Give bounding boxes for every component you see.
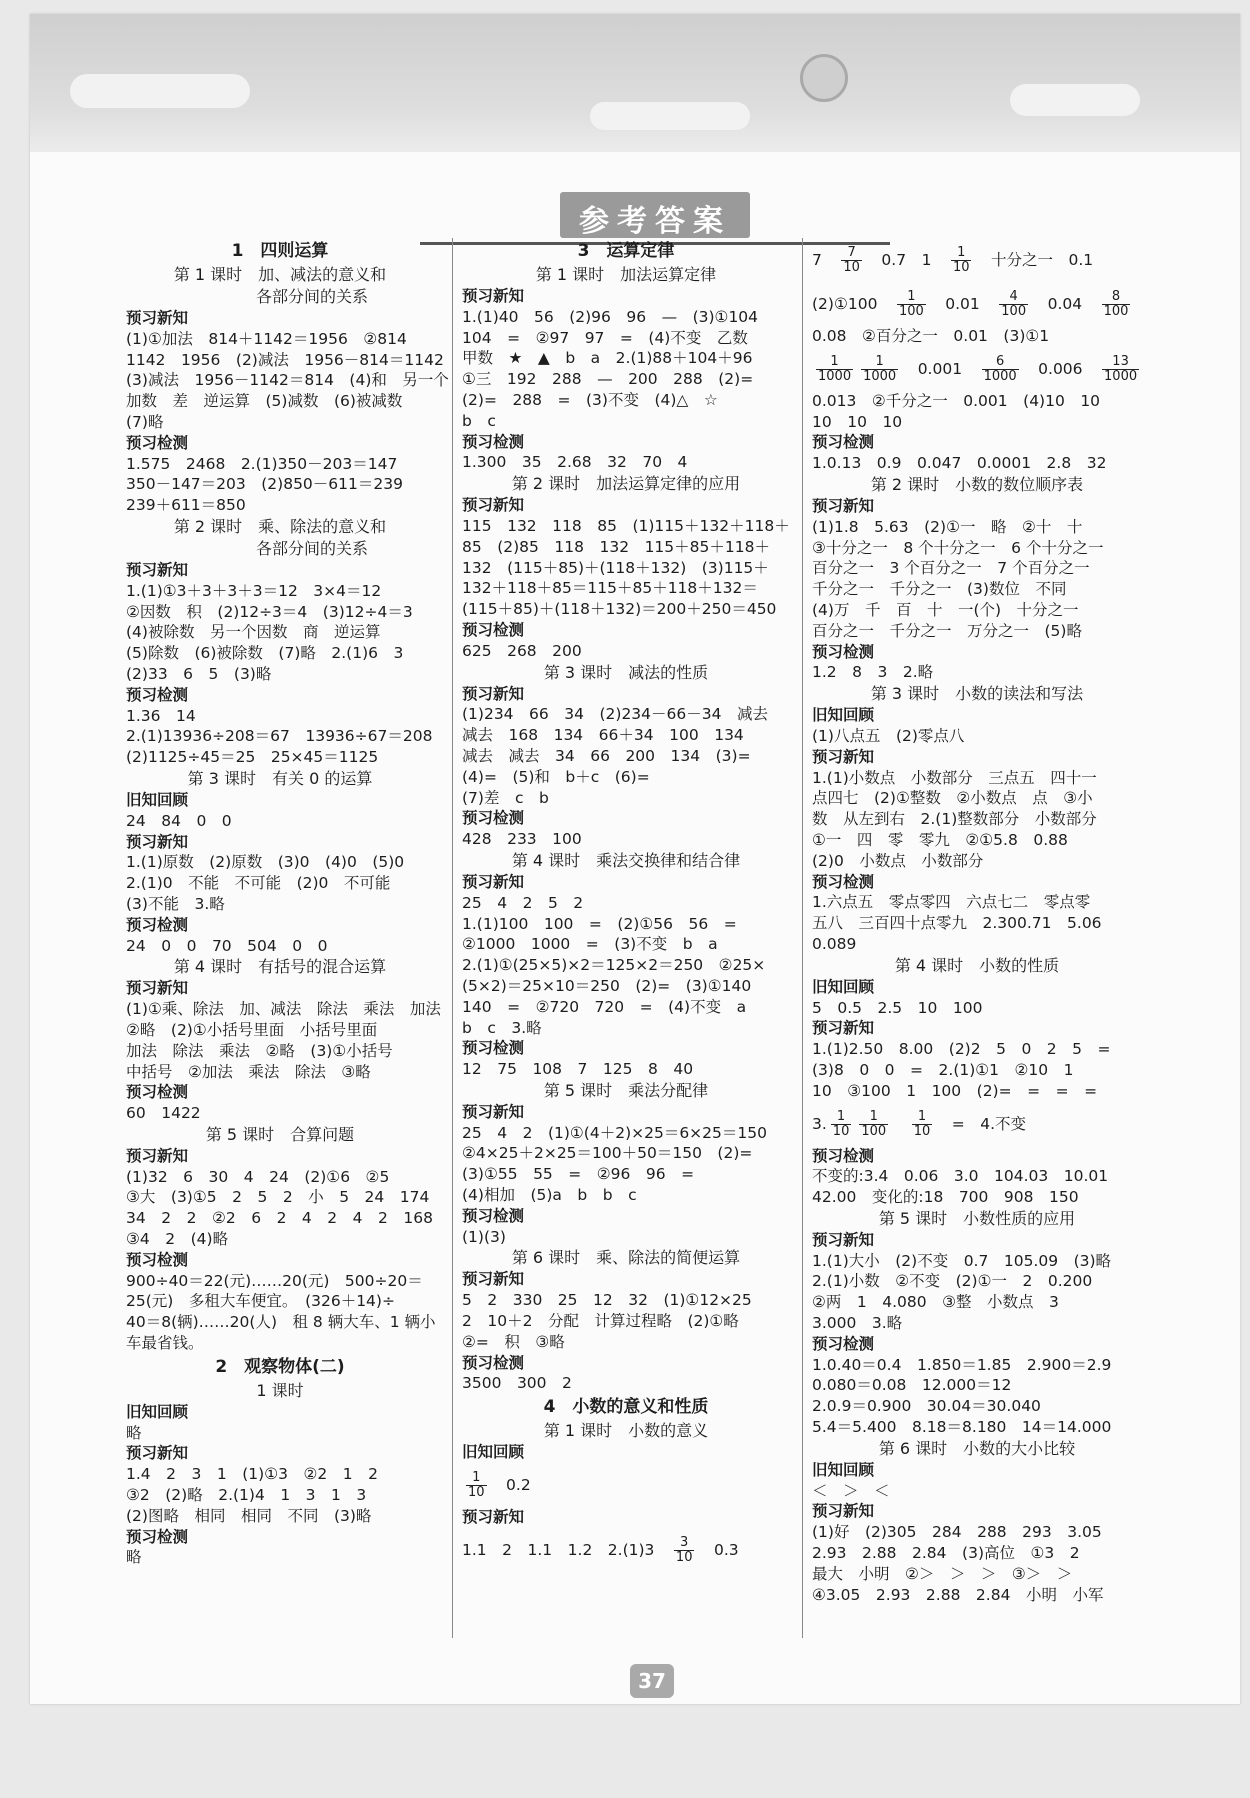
fraction — [999, 290, 1028, 319]
answer-line: (1)好 (2)305 284 288 293 3.05 — [812, 1523, 1102, 1542]
answer-line: 3500 300 2 — [462, 1374, 572, 1393]
answer-line: 10 10 10 — [812, 412, 903, 431]
fraction-numerator: 1 — [859, 1110, 888, 1125]
section-label: 旧知回顾 — [812, 706, 875, 725]
fraction-denominator: 10 — [468, 1485, 485, 1501]
section-label: 预习检测 — [462, 432, 525, 451]
fraction-numerator: 13 — [1102, 355, 1139, 370]
answer-line: 1.(1)100 100 = (2)①56 56 = — [462, 914, 737, 933]
lesson-heading: 第 2 课时 加法运算定律的应用 — [511, 474, 741, 494]
sun-icon — [800, 54, 848, 102]
answer-line: (1)①加法 814＋1142＝1956 ②814 — [126, 329, 407, 348]
answer-line: 350－147＝203 (2)850－611＝239 — [126, 475, 403, 494]
answer-line: 1.4 2 3 1 (1)①3 ②2 1 2 — [126, 1465, 378, 1484]
answer-line: 428 233 100 — [462, 830, 582, 849]
answer-line: ③2 (2)略 2.(1)4 1 3 1 3 — [126, 1486, 367, 1505]
answer-line: 85 (2)85 118 132 115＋85＋118＋ — [462, 537, 770, 556]
section-label: 预习新知 — [462, 496, 525, 515]
fraction-denominator: 10 — [832, 1123, 850, 1139]
fraction — [816, 355, 853, 384]
answer-line: 10 ③100 1 100 (2)= = = = — [812, 1081, 1098, 1100]
answer-line: (2)= 288 = (3)不变 (4)△ ☆ — [462, 390, 718, 409]
page-title: 参考答案 — [579, 204, 731, 239]
answer-line: 42.00 变化的:18 700 908 150 — [812, 1188, 1079, 1207]
section-label: 预习检测 — [812, 872, 875, 891]
fraction-denominator: 100 — [861, 1123, 887, 1139]
fraction-denominator: 100 — [1001, 304, 1027, 319]
fraction-denominator: 1000 — [863, 368, 897, 384]
answer-line: 0.013 ②千分之一 0.001 (4)10 10 — [812, 391, 1101, 410]
answer-line: ②略 (2)①小括号里面 小括号里面 — [126, 1020, 378, 1039]
answer-line: ①一 四 零 零九 ②①5.8 0.88 — [812, 830, 1068, 849]
answer-line: (1)八点五 (2)零点八 — [812, 726, 965, 745]
answer-line: ②= 积 ③略 — [462, 1332, 565, 1351]
section-label: 旧知回顾 — [126, 1402, 189, 1421]
fraction-numerator: 1 — [466, 1471, 487, 1486]
answer-line: (2)1125÷45＝25 25×45＝1125 — [126, 748, 379, 767]
answer-line: 115 132 118 85 (1)115＋132＋118＋ — [462, 516, 790, 535]
fraction-denominator: 100 — [898, 304, 924, 319]
answer-line: ②两 1 4.080 ③整 小数点 3 — [812, 1293, 1059, 1312]
answer-line: (1)32 6 30 4 24 (2)①6 ②5 — [126, 1167, 390, 1186]
answer-line: 2.93 2.88 2.84 (3)高位 ①3 2 — [812, 1544, 1080, 1563]
column-divider — [802, 238, 803, 1638]
lesson-heading: 第 2 课时 小数的数位顺序表 — [870, 474, 1084, 494]
answer-line: ②4×25＋2×25＝100＋50＝150 (2)= — [462, 1144, 753, 1163]
answer-line: 2.(1)①(25×5)×2＝125×2＝250 ②25× — [462, 956, 766, 975]
fraction-answer-line — [812, 1102, 1142, 1146]
answer-column-1 — [126, 238, 449, 1568]
answer-line: 数 从左到右 2.(1)整数部分 小数部分 — [812, 810, 1097, 829]
section-label: 预习新知 — [126, 1444, 189, 1463]
answer-line: (1)1.8 5.63 (2)①一 略 ②十 十 — [812, 517, 1083, 536]
fraction-denominator: 100 — [1103, 304, 1129, 319]
answer-line: b c — [462, 411, 496, 430]
lesson-heading: 第 1 课时 加法运算定律 — [535, 265, 717, 284]
answer-line: 12 75 108 7 125 8 40 — [462, 1060, 694, 1079]
answer-line: 25 4 2 5 2 — [462, 893, 584, 912]
fraction — [831, 1110, 852, 1139]
answer-line: 2.0.9＝0.900 30.04＝30.040 — [812, 1397, 1041, 1416]
answer-text: 0.04 — [1032, 295, 1098, 313]
answer-line: 140 = ②720 720 = (4)不变 a — [462, 997, 747, 1016]
lesson-heading: 各部分间的关系 — [191, 287, 368, 306]
section-label: 预习检测 — [462, 1206, 525, 1225]
fraction — [861, 355, 898, 384]
answer-line: 1.2 8 3 2.略 — [812, 663, 934, 682]
answer-text: 0.3 — [698, 1540, 739, 1559]
answer-line: 24 84 0 0 — [126, 811, 232, 830]
fraction-numerator: 1 — [816, 355, 853, 370]
answer-line: 625 268 200 — [462, 641, 582, 660]
fraction — [951, 246, 972, 275]
fraction-denominator: 1000 — [1104, 368, 1138, 384]
answer-line: ②因数 积 (2)12÷3＝4 (3)12÷4＝3 — [126, 602, 413, 621]
answer-line: ③十分之一 8 个十分之一 6 个十分之一 — [812, 538, 1104, 557]
fraction-answer-line — [462, 1463, 790, 1507]
answer-line: (3)8 0 0 = 2.(1)①1 ②10 1 — [812, 1060, 1074, 1079]
section-label: 预习检测 — [462, 620, 525, 639]
section-label: 预习检测 — [812, 642, 875, 661]
answer-line: 60 1422 — [126, 1104, 201, 1123]
section-label: 预习检测 — [812, 1146, 875, 1165]
answer-line: 1.575 2468 2.(1)350－203＝147 — [126, 454, 398, 473]
answer-line: (1)①乘、除法 加、减法 除法 乘法 加法 — [126, 1000, 441, 1019]
answer-text: 0.006 — [1022, 359, 1099, 378]
answer-line: 2.(1)小数 ②不变 (2)①一 2 0.200 — [812, 1272, 1093, 1291]
answer-line: 0.080＝0.08 12.000＝12 — [812, 1376, 1012, 1395]
lesson-heading: 第 2 课时 乘、除法的意义和 — [173, 516, 387, 536]
answer-text: 3. — [812, 1114, 827, 1133]
section-label: 预习检测 — [812, 433, 875, 452]
answer-line: (4)相加 (5)a b b c — [462, 1186, 637, 1205]
fraction — [841, 246, 862, 275]
answer-line: 1.0.13 0.9 0.047 0.0001 2.8 32 — [812, 454, 1107, 473]
answer-line: (1)234 66 34 (2)234－66－34 减去 — [462, 705, 768, 724]
fraction — [1102, 290, 1131, 319]
answer-line: ④3.05 2.93 2.88 2.84 小明 小军 — [812, 1585, 1104, 1604]
section-label: 旧知回顾 — [462, 1443, 525, 1462]
fraction-numerator: 6 — [982, 355, 1019, 370]
section-label: 旧知回顾 — [812, 977, 875, 996]
answer-line: 104 = ②97 97 = (4)不变 乙数 — [462, 328, 748, 347]
section-label: 预习检测 — [812, 1334, 875, 1353]
answer-line: 五八 三百四十点零九 2.300.71 5.06 — [812, 914, 1102, 933]
section-label: 旧知回顾 — [812, 1460, 875, 1479]
answer-line: (4)被除数 另一个因数 商 逆运算 — [126, 623, 381, 642]
answer-line: 34 2 2 ②2 6 2 4 2 4 2 168 — [126, 1209, 433, 1228]
section-label: 预习新知 — [126, 560, 189, 579]
fraction — [912, 1110, 933, 1139]
section-label: 预习检测 — [462, 1039, 525, 1058]
answer-line: 点四七 (2)①整数 ②小数点 点 ③小 — [812, 789, 1093, 808]
answer-line: 5 0.5 2.5 10 100 — [812, 998, 983, 1017]
lesson-heading: 第 5 课时 合算问题 — [205, 1124, 355, 1144]
section-label: 旧知回顾 — [126, 790, 189, 809]
answer-line: 1142 1956 (2)减法 1956－814＝1142 — [126, 350, 444, 369]
section-label: 预习新知 — [812, 747, 875, 766]
answer-line: 减去 168 134 66＋34 100 134 — [462, 726, 744, 745]
answer-line: (5×2)＝25×10＝250 (2)= (3)①140 — [462, 976, 752, 995]
answer-line: ③大 (3)①5 2 5 2 小 5 24 174 — [126, 1188, 430, 1207]
section-label: 预习检测 — [126, 915, 189, 934]
answer-line: 2.(1)13936÷208＝67 13936÷67＝208 — [126, 727, 433, 746]
fraction — [1102, 355, 1139, 384]
answer-line: 1.(1)小数点 小数部分 三点五 四十一 — [812, 768, 1097, 787]
answer-line: (7)略 — [126, 412, 164, 431]
fraction-numerator: 1 — [897, 290, 926, 305]
fraction-denominator: 1000 — [818, 368, 852, 384]
fraction-answer-line — [812, 347, 1142, 391]
answer-line: 900÷40＝22(元)……20(元) 500÷20＝ — [126, 1271, 423, 1290]
answer-line: (5)除数 (6)被除数 (7)略 2.(1)6 3 — [126, 644, 404, 663]
answer-line: 5.4＝5.400 8.18＝8.180 14＝14.000 — [812, 1418, 1112, 1437]
fraction-denominator: 1000 — [983, 368, 1017, 384]
answer-line: 1.300 35 2.68 32 70 4 — [462, 453, 688, 472]
lesson-heading: 第 3 课时 减法的性质 — [543, 662, 709, 682]
section-label: 预习新知 — [126, 979, 189, 998]
section-label: 预习检测 — [126, 1527, 189, 1546]
fraction-answer-line — [812, 282, 1142, 326]
section-label: 预习检测 — [462, 1353, 525, 1372]
answer-line: 132＋118＋85＝115＋85＋118＋132＝ — [462, 579, 758, 598]
fraction — [897, 290, 926, 319]
section-label: 预习检测 — [126, 1083, 189, 1102]
answer-line: 1.六点五 零点零四 六点七二 零点零 — [812, 893, 1091, 912]
lesson-heading: 各部分间的关系 — [191, 538, 368, 558]
answer-line: 1.(1)2.50 8.00 (2)2 5 0 2 5 = — [812, 1040, 1111, 1059]
section-label: 预习新知 — [462, 287, 525, 305]
cloud-icon — [590, 102, 750, 130]
fraction-numerator: 1 — [951, 246, 972, 261]
answer-text: 0.001 — [902, 359, 978, 378]
answer-column-3 — [812, 238, 1142, 1605]
answer-line: (4)= (5)和 b＋c (6)= — [462, 767, 650, 786]
answer-line: 1.0.40＝0.4 1.850＝1.85 2.900＝2.9 — [812, 1355, 1112, 1374]
unit-heading: 4 小数的意义和性质 — [543, 1397, 709, 1418]
fraction-numerator: 3 — [674, 1536, 695, 1551]
section-label: 预习新知 — [126, 1146, 189, 1165]
answer-line: 5 2 330 25 12 32 (1)①12×25 — [462, 1291, 752, 1310]
answer-text: = 4.不变 — [936, 1114, 1027, 1133]
answer-text: (2)①100 — [812, 295, 893, 313]
fraction-denominator: 10 — [675, 1549, 693, 1565]
section-label: 预习新知 — [812, 1230, 875, 1249]
answer-line: 3.000 3.略 — [812, 1314, 903, 1333]
unit-heading: 3 运算定律 — [577, 241, 675, 261]
section-label: 预习新知 — [462, 1508, 525, 1527]
lesson-heading: 第 5 课时 小数性质的应用 — [878, 1208, 1076, 1228]
answer-text: 1.1 2 1.1 1.2 2.(1)3 — [462, 1540, 670, 1559]
fraction — [466, 1471, 487, 1500]
answer-line: 2.(1)0 不能 不可能 (2)0 不可能 — [126, 874, 391, 893]
cloud-icon — [70, 74, 250, 108]
answer-line: 1.(1)大小 (2)不变 0.7 105.09 (3)略 — [812, 1251, 1112, 1270]
lesson-heading: 第 1 课时 小数的意义 — [543, 1421, 709, 1441]
answer-text — [892, 1115, 908, 1133]
lesson-heading: 第 6 课时 小数的大小比较 — [878, 1438, 1076, 1458]
lesson-heading: 1 课时 — [256, 1380, 304, 1400]
answer-line: 25 4 2 (1)①(4＋2)×25＝6×25＝150 — [462, 1123, 767, 1142]
answer-line: 1.(1)原数 (2)原数 (3)0 (4)0 (5)0 — [126, 853, 405, 872]
section-label: 预习新知 — [126, 832, 189, 851]
fraction-answer-line — [462, 1528, 790, 1572]
answer-text: 0.7 1 — [865, 251, 947, 269]
answer-line: 千分之一 千分之一 (3)数位 不同 — [812, 580, 1067, 599]
fraction-denominator: 10 — [952, 260, 970, 275]
lesson-heading: 第 4 课时 乘法交换律和结合律 — [511, 850, 741, 870]
fraction-numerator: 4 — [999, 290, 1028, 305]
answer-text: 0.01 — [929, 295, 996, 313]
answer-line: 加数 差 逆运算 (5)减数 (6)被减数 — [126, 392, 403, 411]
lesson-heading: 第 4 课时 小数的性质 — [894, 955, 1060, 975]
answer-line: (3)减法 1956－1142＝814 (4)和 另一个 — [126, 371, 449, 390]
lesson-heading: 第 3 课时 小数的读法和写法 — [870, 684, 1084, 704]
lesson-heading: 第 4 课时 有括号的混合运算 — [173, 957, 387, 977]
answer-column-2 — [462, 238, 790, 1572]
section-label: 预习检测 — [126, 685, 189, 704]
answer-line: (4)万 千 百 十 一(个) 十分之一 — [812, 600, 1079, 619]
section-label: 预习检测 — [126, 433, 189, 452]
answer-line: 0.089 — [812, 934, 857, 953]
header-banner — [30, 14, 1240, 152]
cloud-icon — [1010, 84, 1140, 116]
answer-line: 百分之一 千分之一 万分之一 (5)略 — [812, 621, 1082, 640]
section-label: 预习新知 — [812, 1019, 875, 1038]
section-label: 预习新知 — [462, 1102, 525, 1121]
section-label: 预习新知 — [812, 496, 875, 515]
fraction-denominator: 10 — [843, 260, 860, 275]
answer-line: (2)33 6 5 (3)略 — [126, 664, 272, 683]
section-label: 预习检测 — [126, 1250, 189, 1269]
lesson-heading: 第 1 课时 加、减法的意义和 — [173, 265, 387, 284]
fraction-denominator: 10 — [913, 1123, 931, 1139]
answer-line: 减去 减去 34 66 200 134 (3)= — [462, 746, 751, 765]
answer-line: 2 10＋2 分配 计算过程略 (2)①略 — [462, 1312, 739, 1331]
answer-line: ③4 2 (4)略 — [126, 1230, 229, 1249]
section-label: 预习新知 — [126, 309, 189, 327]
fraction-numerator: 7 — [841, 246, 862, 261]
answer-line: 最大 小明 ②＞ ＞ ＞ ③＞ ＞ — [812, 1564, 1073, 1583]
answer-text: 7 — [812, 251, 838, 269]
column-divider — [452, 238, 453, 1638]
answer-line: (2)图略 相同 相同 不同 (3)略 — [126, 1506, 372, 1525]
answer-line: 239＋611＝850 — [126, 496, 246, 515]
answer-line: b c 3.略 — [462, 1018, 542, 1037]
answer-line: (115＋85)＋(118＋132)＝200＋250＝450 — [462, 600, 777, 619]
fraction-numerator: 8 — [1102, 290, 1131, 305]
fraction — [982, 355, 1019, 384]
section-label: 预习新知 — [462, 1270, 525, 1289]
fraction-answer-line — [812, 238, 1142, 282]
section-label: 预习新知 — [812, 1502, 875, 1521]
answer-line: 24 0 0 70 504 0 0 — [126, 936, 328, 955]
section-label: 预习新知 — [462, 872, 525, 891]
answer-line: (1)(3) — [462, 1227, 506, 1246]
answer-line: ①三 192 288 — 200 288 (2)= — [462, 370, 754, 389]
section-label: 预习检测 — [462, 809, 525, 828]
answer-line: (7)差 c b — [462, 788, 549, 807]
unit-heading: 1 四则运算 — [231, 241, 329, 261]
lesson-heading: 第 6 课时 乘、除法的简便运算 — [511, 1248, 741, 1268]
answer-line: 1.36 14 — [126, 706, 196, 725]
answer-line: 25(元) 多租大车便宜。 (326＋14)÷ — [126, 1292, 395, 1311]
fraction-numerator: 1 — [912, 1110, 933, 1125]
answer-text: 十分之一 0.1 — [975, 251, 1094, 269]
lesson-heading: 第 5 课时 乘法分配律 — [543, 1080, 709, 1100]
answer-line: 甲数 ★ ▲ b a 2.(1)88＋104＋96 — [462, 349, 753, 368]
answer-line: 略 — [126, 1548, 142, 1567]
answer-line: 1.(1)①3＋3＋3＋3＝12 3×4＝12 — [126, 581, 382, 600]
answer-line: 不变的:3.4 0.06 3.0 104.03 10.01 — [812, 1167, 1109, 1186]
answer-line: ②1000 1000 = (3)不变 b a — [462, 935, 718, 954]
answer-line: 132 (115＋85)＋(118＋132) (3)115＋ — [462, 558, 769, 577]
unit-heading: 2 观察物体(二) — [215, 1356, 345, 1377]
page-number: 37 — [630, 1664, 674, 1698]
fraction — [674, 1536, 695, 1565]
answer-text: 0.2 — [490, 1476, 531, 1495]
fraction — [859, 1110, 888, 1139]
answer-line: 略 — [126, 1423, 142, 1442]
answer-line: ＜ ＞ ＜ — [812, 1481, 890, 1500]
answer-line: 百分之一 3 个百分之一 7 个百分之一 — [812, 559, 1090, 578]
section-label: 预习新知 — [462, 684, 525, 703]
answer-line: 0.08 ②百分之一 0.01 (3)①1 — [812, 327, 1050, 345]
answer-line: 加法 除法 乘法 ②略 (3)①小括号 — [126, 1041, 393, 1060]
lesson-heading: 第 3 课时 有关 0 的运算 — [187, 768, 373, 788]
answer-line: (3)①55 55 = ②96 96 = — [462, 1165, 695, 1184]
answer-line: (3)不能 3.略 — [126, 894, 225, 913]
fraction-numerator: 1 — [861, 355, 898, 370]
fraction-numerator: 1 — [831, 1110, 852, 1125]
answer-line: 车最省钱。 — [126, 1334, 204, 1353]
answer-line: 1.(1)40 56 (2)96 96 — (3)①104 — [462, 307, 759, 326]
answer-line: 中括号 ②加法 乘法 除法 ③略 — [126, 1062, 371, 1081]
answer-line: (2)0 小数点 小数部分 — [812, 851, 984, 870]
answer-line: 40＝8(辆)……20(人) 租 8 辆大车、1 辆小 — [126, 1313, 436, 1332]
